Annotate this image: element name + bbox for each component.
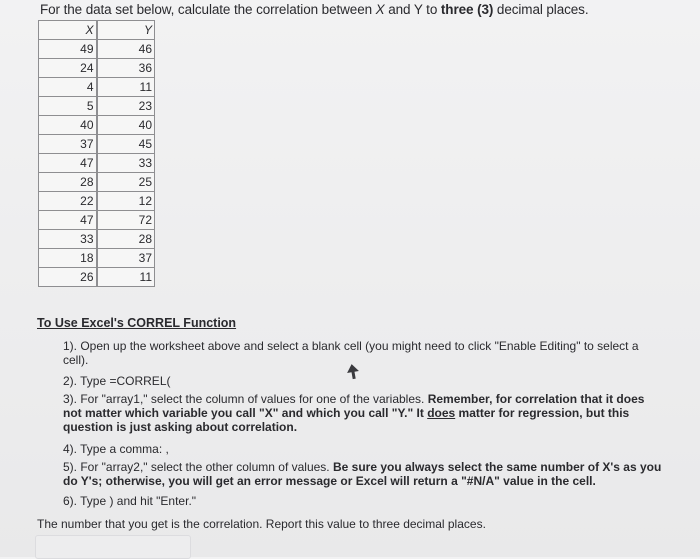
table-row [39,173,155,192]
table-row [39,211,155,230]
cell-y: 11 [97,268,155,287]
table-row [39,135,155,154]
step-4: 4). Type a comma: , [63,442,169,456]
closing-instruction: The number that you get is the correlation. Report this value to three decimal places. [37,517,486,531]
table-row [39,40,155,59]
cell-y: 36 [97,59,155,78]
table-row [39,116,155,135]
cell-y: 33 [97,154,155,173]
cell-x: 37 [39,135,97,154]
table-header-row [39,21,155,40]
table-row [39,97,155,116]
table-row [39,268,155,287]
cell-x: 47 [39,154,97,173]
cell-x: 22 [39,192,97,211]
cell-y: 72 [97,211,155,230]
cell-x: 4 [39,78,97,97]
cell-y: 25 [97,173,155,192]
step-2: 2). Type =CORREL( [63,374,171,388]
cell-y: 46 [97,40,155,59]
step-3-bold-a: Remember, for correlation that it does not matter which variable you call "X" and which you call "Y." It [63,392,645,420]
cell-x: 26 [39,268,97,287]
data-table [38,20,155,287]
cell-y: 12 [97,192,155,211]
step-5-plain: 5). For "array2," select the other column of values. [63,460,333,474]
table-row [39,192,155,211]
instructions-title: To Use Excel's CORREL Function [37,316,237,330]
prompt-text-end: decimal places. [493,2,589,17]
header-x: X [39,21,97,40]
step-3 [63,392,663,434]
prompt-text-and: and [384,2,414,17]
cell-x: 18 [39,249,97,268]
header-y: Y [97,21,155,40]
cell-x: 28 [39,173,97,192]
cell-y: 37 [97,249,155,268]
step-3-underline: does [427,406,456,420]
cell-x: 5 [39,97,97,116]
mouse-pointer-icon [346,364,360,380]
step-5-bold: Be sure you always select the same number of X's as you do Y's; otherwise, you will get an error message or Excel will return a "#N/A" value in the cell. [63,460,662,488]
table-row [39,78,155,97]
table-row [39,154,155,173]
step-1: 1). Open up the worksheet above and select a blank cell (you might need to click "Enable Editing" to select a cell). [63,339,639,367]
step-3-bold-b: matter for regression, but this question is just asking about correlation. [63,406,630,434]
table-row [39,249,155,268]
table-row [39,230,155,249]
answer-input[interactable] [35,535,191,559]
cell-x: 33 [39,230,97,249]
prompt-precision: three (3) [440,2,494,17]
prompt-text-to: to [422,2,441,17]
cell-x: 24 [39,59,97,78]
cell-y: 45 [97,135,155,154]
cell-y: 40 [97,116,155,135]
cell-y: 11 [97,78,155,97]
cell-y: 23 [97,97,155,116]
cell-x: 40 [39,116,97,135]
prompt-var-x: X [375,2,385,17]
cell-x: 49 [39,40,97,59]
prompt-text-start: For the data set below, calculate the correlation between [40,2,376,17]
question-prompt [40,2,588,17]
prompt-var-y: Y [413,2,423,17]
step-5 [63,460,663,488]
step-3-plain: 3). For "array1," select the column of values for one of the variables. [63,392,428,406]
cell-y: 28 [97,230,155,249]
table-row [39,59,155,78]
step-6: 6). Type ) and hit "Enter." [63,494,197,508]
cell-x: 47 [39,211,97,230]
